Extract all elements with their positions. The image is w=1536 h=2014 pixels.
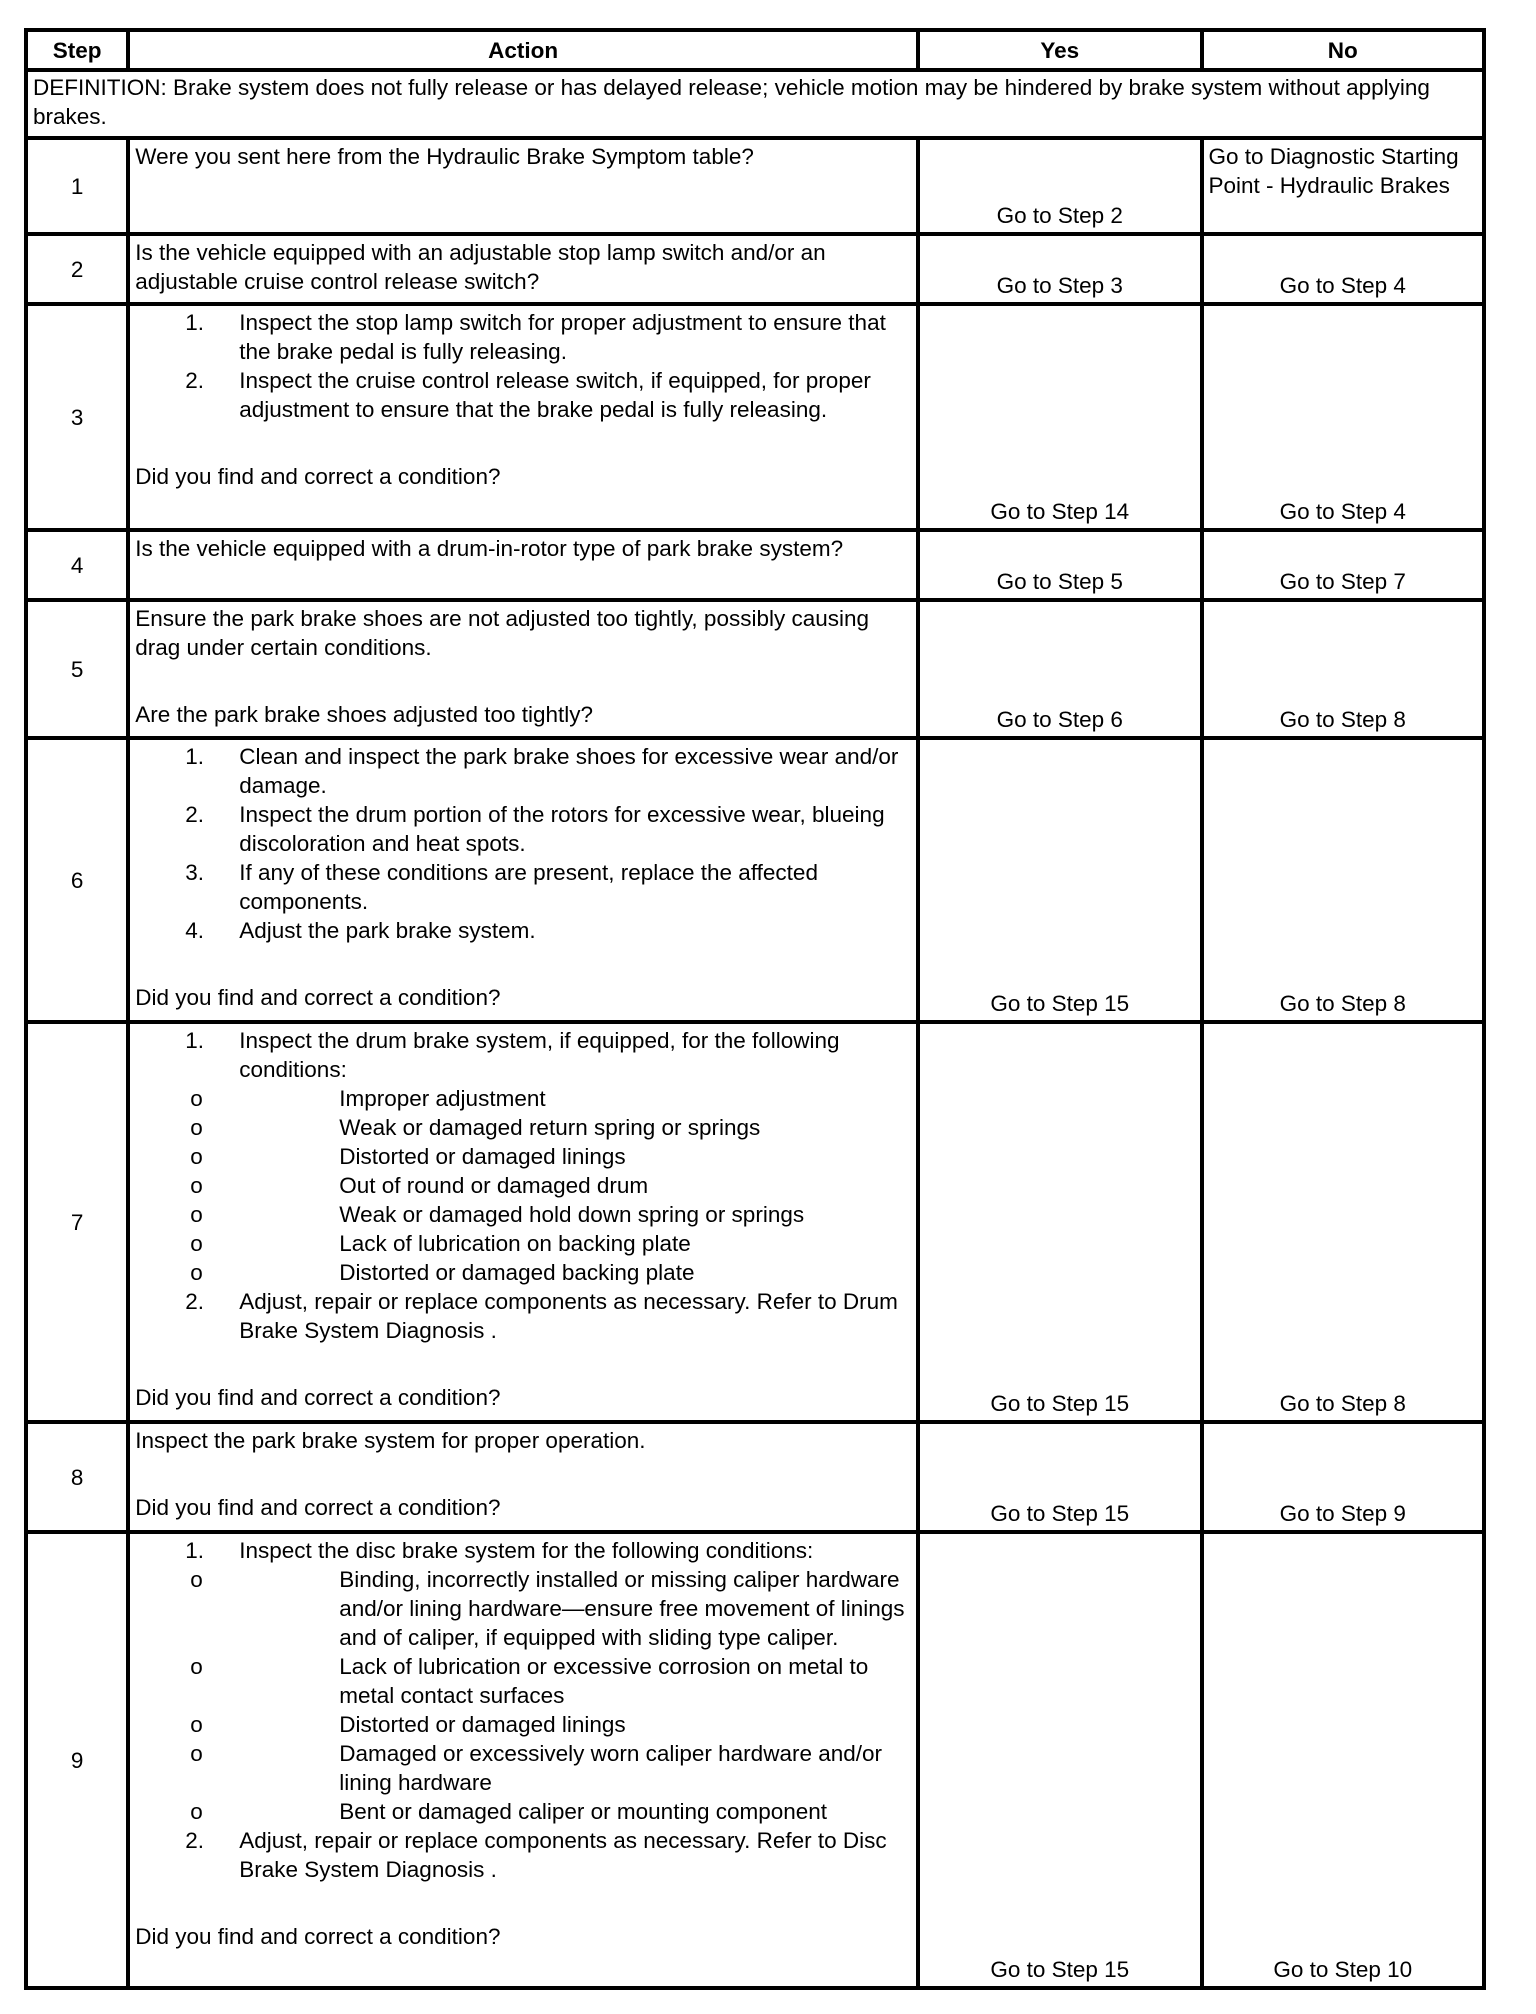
list-text: Inspect the drum brake system, if equipped, for the following conditions: bbox=[239, 1028, 840, 1082]
list-item bbox=[135, 308, 912, 366]
step-action bbox=[128, 1422, 918, 1532]
sub-item bbox=[139, 1084, 912, 1113]
list-text: Adjust, repair or replace components as necessary. Refer to Drum Brake System Diagnosis . bbox=[239, 1289, 898, 1343]
action-text: Inspect the park brake system for proper operation. bbox=[135, 1428, 646, 1453]
yes-link[interactable]: Go to Step 2 bbox=[918, 138, 1202, 234]
no-link[interactable]: Go to Step 8 bbox=[1202, 738, 1485, 1022]
action-text: Is the vehicle equipped with an adjustable stop lamp switch and/or an adjustable cruise control release switch? bbox=[135, 240, 826, 294]
sub-item bbox=[139, 1652, 912, 1710]
step-number: 8 bbox=[26, 1422, 128, 1532]
table-row bbox=[26, 304, 1484, 530]
header-step: Step bbox=[26, 30, 128, 70]
list-number: 3. bbox=[185, 860, 205, 885]
sub-item bbox=[139, 1142, 912, 1171]
action-list bbox=[135, 308, 912, 424]
yes-link[interactable]: Go to Step 15 bbox=[918, 1422, 1202, 1532]
list-item bbox=[135, 1536, 912, 1826]
bullet: o bbox=[190, 1712, 203, 1737]
step-action bbox=[128, 738, 918, 1022]
sub-text: Bent or damaged caliper or mounting component bbox=[339, 1799, 828, 1824]
table-row bbox=[26, 738, 1484, 1022]
sub-item bbox=[139, 1229, 912, 1258]
sub-item bbox=[139, 1797, 912, 1826]
list-item bbox=[135, 800, 912, 858]
step-number: 6 bbox=[26, 738, 128, 1022]
list-number: 1. bbox=[185, 310, 205, 335]
sub-text: Out of round or damaged drum bbox=[339, 1173, 649, 1198]
sub-item bbox=[139, 1258, 912, 1287]
step-action bbox=[128, 234, 918, 304]
sub-text: Distorted or damaged linings bbox=[339, 1712, 626, 1737]
step-action bbox=[128, 1532, 918, 1988]
step-action bbox=[128, 138, 918, 234]
no-link[interactable]: Go to Step 7 bbox=[1202, 530, 1485, 600]
yes-link[interactable]: Go to Step 15 bbox=[918, 1532, 1202, 1988]
list-number: 2. bbox=[185, 1828, 205, 1853]
sub-item bbox=[139, 1739, 912, 1797]
no-link[interactable]: Go to Diagnostic Starting Point - Hydraulic Brakes bbox=[1202, 138, 1485, 234]
action-text: Is the vehicle equipped with a drum-in-rotor type of park brake system? bbox=[135, 536, 844, 561]
header-row bbox=[26, 30, 1484, 70]
yes-link[interactable]: Go to Step 3 bbox=[918, 234, 1202, 304]
bullet: o bbox=[190, 1231, 203, 1256]
bullet: o bbox=[190, 1260, 203, 1285]
table-row bbox=[26, 138, 1484, 234]
sub-item bbox=[139, 1113, 912, 1142]
list-text: Inspect the drum portion of the rotors for excessive wear, blueing discoloration and heat spots. bbox=[239, 802, 885, 856]
action-list bbox=[135, 1536, 912, 1884]
sub-item bbox=[139, 1710, 912, 1739]
list-number: 2. bbox=[185, 1289, 205, 1314]
list-text: Adjust, repair or replace components as necessary. Refer to Disc Brake System Diagnosis . bbox=[239, 1828, 887, 1882]
list-text: Clean and inspect the park brake shoes for excessive wear and/or damage. bbox=[239, 744, 899, 798]
bullet: o bbox=[190, 1115, 203, 1140]
sub-text: Distorted or damaged backing plate bbox=[339, 1260, 695, 1285]
bullet: o bbox=[190, 1799, 203, 1824]
definition-text: DEFINITION: Brake system does not fully release or has delayed release; vehicle motion may be hindered by brake system without applying brakes. bbox=[26, 70, 1484, 138]
table-row bbox=[26, 1532, 1484, 1988]
sub-text: Lack of lubrication or excessive corrosion on metal to metal contact surfaces bbox=[339, 1654, 869, 1708]
list-text: Inspect the stop lamp switch for proper adjustment to ensure that the brake pedal is fully releasing. bbox=[239, 310, 886, 364]
step-number: 4 bbox=[26, 530, 128, 600]
list-number: 2. bbox=[185, 802, 205, 827]
bullet: o bbox=[190, 1173, 203, 1198]
yes-link[interactable]: Go to Step 15 bbox=[918, 1022, 1202, 1422]
list-text: If any of these conditions are present, replace the affected components. bbox=[239, 860, 818, 914]
list-item bbox=[135, 742, 912, 800]
diagnostic-table bbox=[24, 28, 1486, 1990]
definition-row bbox=[26, 70, 1484, 138]
table-row bbox=[26, 530, 1484, 600]
sub-item bbox=[139, 1171, 912, 1200]
step-action bbox=[128, 600, 918, 738]
yes-link[interactable]: Go to Step 5 bbox=[918, 530, 1202, 600]
no-link[interactable]: Go to Step 8 bbox=[1202, 600, 1485, 738]
table-row bbox=[26, 600, 1484, 738]
sub-text: Distorted or damaged linings bbox=[339, 1144, 626, 1169]
list-item bbox=[135, 916, 912, 945]
bullet: o bbox=[190, 1567, 203, 1592]
step-number: 5 bbox=[26, 600, 128, 738]
action-list bbox=[135, 1026, 912, 1345]
header-no: No bbox=[1202, 30, 1485, 70]
table-row bbox=[26, 234, 1484, 304]
action-question: Did you find and correct a condition? bbox=[135, 1924, 501, 1949]
no-link[interactable]: Go to Step 10 bbox=[1202, 1532, 1485, 1988]
sub-item bbox=[139, 1565, 912, 1652]
list-number: 1. bbox=[185, 1028, 205, 1053]
action-text: Ensure the park brake shoes are not adjusted too tightly, possibly causing drag under certain conditions. bbox=[135, 606, 870, 660]
list-item bbox=[135, 366, 912, 424]
yes-link[interactable]: Go to Step 14 bbox=[918, 304, 1202, 530]
action-question: Are the park brake shoes adjusted too tightly? bbox=[135, 702, 594, 727]
list-number: 1. bbox=[185, 744, 205, 769]
yes-link[interactable]: Go to Step 6 bbox=[918, 600, 1202, 738]
sub-text: Weak or damaged hold down spring or springs bbox=[339, 1202, 805, 1227]
no-link[interactable]: Go to Step 4 bbox=[1202, 234, 1485, 304]
sub-list bbox=[190, 1084, 912, 1287]
action-question: Did you find and correct a condition? bbox=[135, 985, 501, 1010]
no-link[interactable]: Go to Step 9 bbox=[1202, 1422, 1485, 1532]
sub-text: Improper adjustment bbox=[339, 1086, 546, 1111]
step-number: 1 bbox=[26, 138, 128, 234]
bullet: o bbox=[190, 1202, 203, 1227]
no-link[interactable]: Go to Step 8 bbox=[1202, 1022, 1485, 1422]
sub-item bbox=[139, 1200, 912, 1229]
list-number: 2. bbox=[185, 368, 205, 393]
step-action bbox=[128, 1022, 918, 1422]
action-question: Did you find and correct a condition? bbox=[135, 464, 501, 489]
list-text: Inspect the disc brake system for the following conditions: bbox=[239, 1538, 814, 1563]
bullet: o bbox=[190, 1086, 203, 1111]
list-item bbox=[135, 1826, 912, 1884]
action-question: Did you find and correct a condition? bbox=[135, 1495, 501, 1520]
list-item bbox=[135, 858, 912, 916]
sub-text: Weak or damaged return spring or springs bbox=[339, 1115, 761, 1140]
bullet: o bbox=[190, 1654, 203, 1679]
header-action: Action bbox=[128, 30, 918, 70]
action-question: Did you find and correct a condition? bbox=[135, 1385, 501, 1410]
list-text: Inspect the cruise control release switch, if equipped, for proper adjustment to ensure that the brake pedal is fully releasing. bbox=[239, 368, 871, 422]
step-number: 3 bbox=[26, 304, 128, 530]
step-number: 2 bbox=[26, 234, 128, 304]
sub-text: Lack of lubrication on backing plate bbox=[339, 1231, 691, 1256]
list-number: 1. bbox=[185, 1538, 205, 1563]
sub-list bbox=[190, 1565, 912, 1826]
list-item bbox=[135, 1026, 912, 1287]
list-item bbox=[135, 1287, 912, 1345]
step-action bbox=[128, 530, 918, 600]
list-number: 4. bbox=[185, 918, 205, 943]
step-action bbox=[128, 304, 918, 530]
action-list bbox=[135, 742, 912, 945]
step-number: 9 bbox=[26, 1532, 128, 1988]
bullet: o bbox=[190, 1144, 203, 1169]
bullet: o bbox=[190, 1741, 203, 1766]
yes-link[interactable]: Go to Step 15 bbox=[918, 738, 1202, 1022]
header-yes: Yes bbox=[918, 30, 1202, 70]
diagnostic-table-page bbox=[24, 28, 1486, 1990]
list-text: Adjust the park brake system. bbox=[239, 918, 536, 943]
action-text: Were you sent here from the Hydraulic Brake Symptom table? bbox=[135, 144, 754, 169]
sub-text: Damaged or excessively worn caliper hardware and/or lining hardware bbox=[339, 1741, 883, 1795]
table-row bbox=[26, 1022, 1484, 1422]
sub-text: Binding, incorrectly installed or missing caliper hardware and/or lining hardware—ensure free movement of linings and of caliper, if equipped with sliding type caliper. bbox=[339, 1567, 905, 1650]
no-link[interactable]: Go to Step 4 bbox=[1202, 304, 1485, 530]
step-number: 7 bbox=[26, 1022, 128, 1422]
table-row bbox=[26, 1422, 1484, 1532]
